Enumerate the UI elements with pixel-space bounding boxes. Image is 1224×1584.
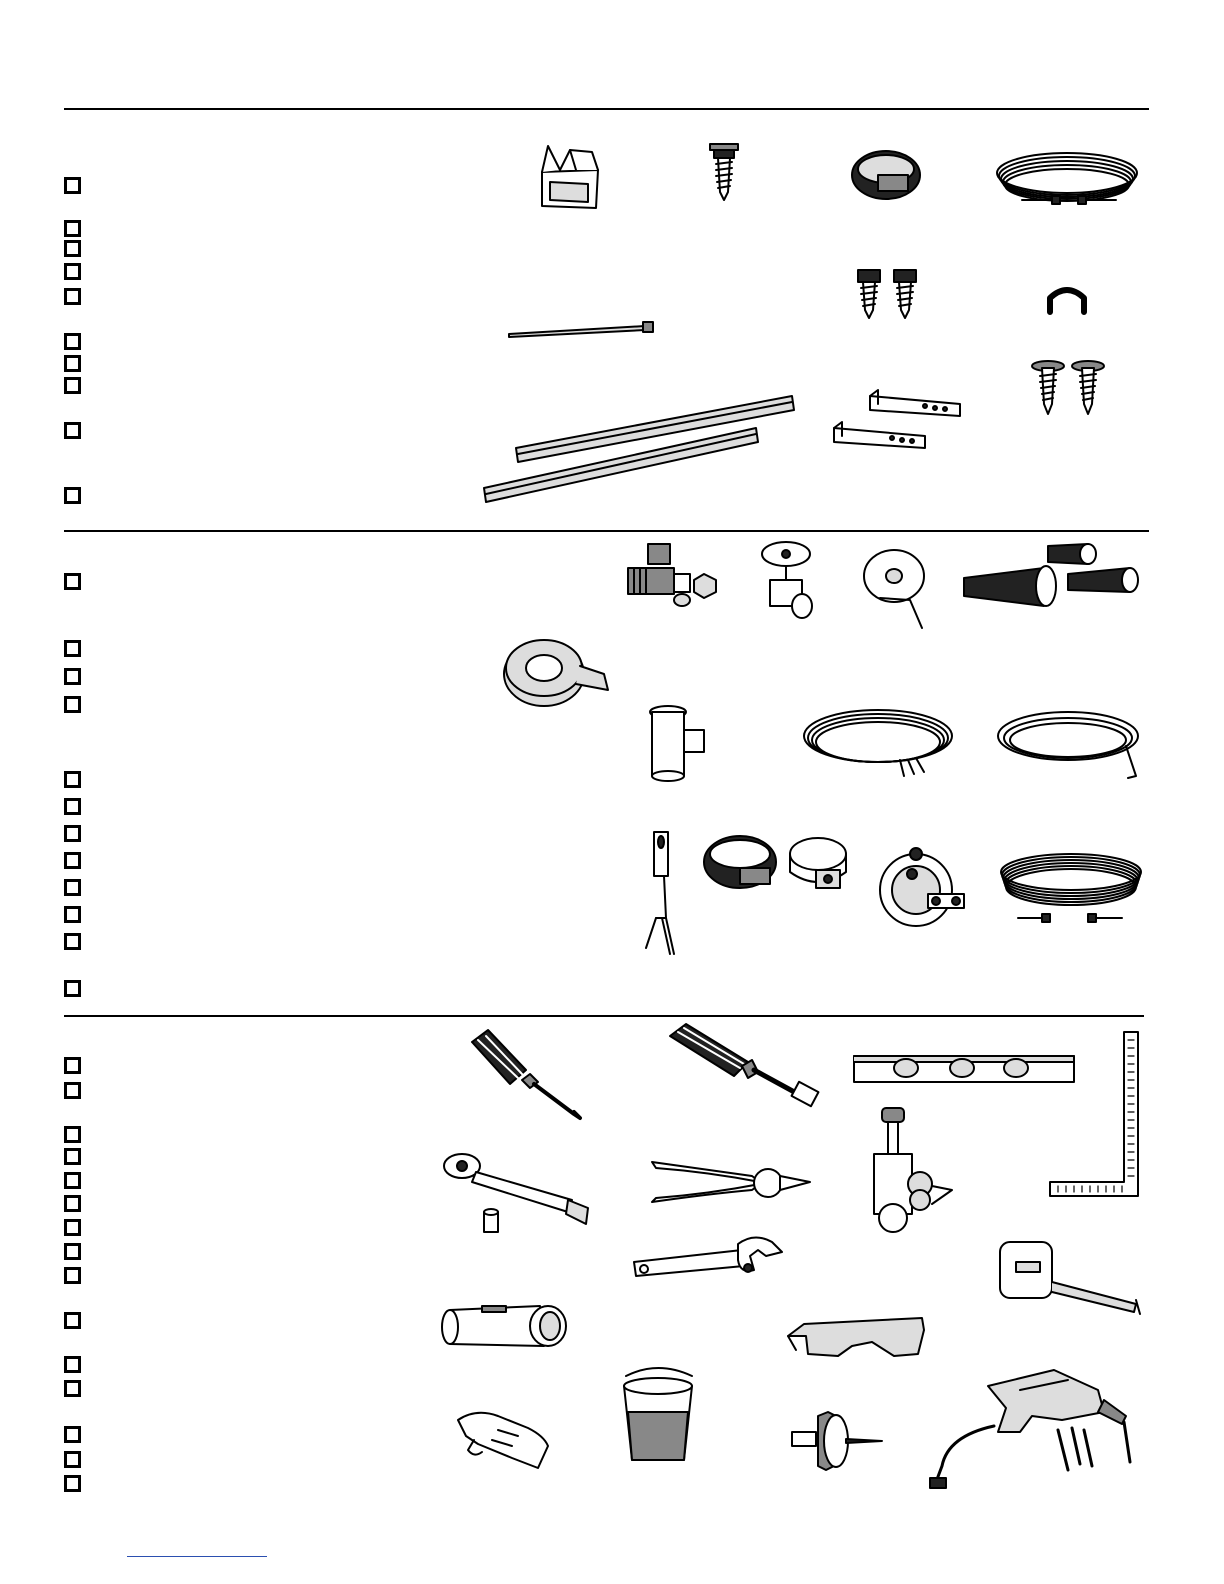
adjustable-wrench-icon xyxy=(630,1234,788,1284)
clip-icon xyxy=(1042,286,1092,316)
checkbox[interactable] xyxy=(64,1426,81,1443)
section-divider-2 xyxy=(64,1015,1144,1017)
ratchet-socket-icon xyxy=(438,1148,598,1238)
checkbox[interactable] xyxy=(64,1219,81,1236)
checkbox[interactable] xyxy=(64,1195,81,1212)
coiled-hose-icon xyxy=(992,148,1142,210)
checkbox[interactable] xyxy=(64,798,81,815)
bucket-icon xyxy=(618,1366,700,1466)
duct-tape-icon xyxy=(496,628,614,710)
water-valve-icon xyxy=(756,540,818,622)
checkbox[interactable] xyxy=(64,668,81,685)
checkbox[interactable] xyxy=(64,355,81,372)
cable-tie-icon xyxy=(505,318,655,340)
tubing-cutter-icon xyxy=(858,1104,958,1240)
wire-nuts-icon xyxy=(960,540,1140,612)
checkbox[interactable] xyxy=(64,933,81,950)
checkbox[interactable] xyxy=(64,1126,81,1143)
drill-icon xyxy=(928,1366,1138,1490)
safety-glasses-icon xyxy=(784,1316,928,1362)
screws-pair-icon xyxy=(852,268,924,320)
drain-adapter-icon xyxy=(636,828,688,958)
checkbox[interactable] xyxy=(64,1148,81,1165)
hole-saw-icon xyxy=(788,1408,888,1474)
checkbox[interactable] xyxy=(64,422,81,439)
checkbox[interactable] xyxy=(64,696,81,713)
tape-measure-icon xyxy=(996,1238,1146,1320)
checkbox[interactable] xyxy=(64,263,81,280)
checkbox[interactable] xyxy=(64,906,81,923)
checkbox[interactable] xyxy=(64,1172,81,1189)
checkbox[interactable] xyxy=(64,1380,81,1397)
checkbox[interactable] xyxy=(64,825,81,842)
checkbox[interactable] xyxy=(64,220,81,237)
shutoff-valve-fittings-icon xyxy=(620,540,720,608)
screw-icon xyxy=(706,140,742,202)
checkbox[interactable] xyxy=(64,771,81,788)
pipe-clamp-icon xyxy=(786,832,860,894)
tubing-coil-icon xyxy=(996,704,1146,780)
checkbox[interactable] xyxy=(64,1267,81,1284)
checkbox[interactable] xyxy=(64,1356,81,1373)
checkbox[interactable] xyxy=(64,1082,81,1099)
hose-clamp-2-icon xyxy=(700,832,780,894)
checkbox[interactable] xyxy=(64,640,81,657)
checkbox[interactable] xyxy=(64,852,81,869)
drain-hose-coil-icon xyxy=(998,848,1148,928)
drain-cup-icon xyxy=(530,142,605,212)
junction-box-icon xyxy=(876,844,968,932)
nut-driver-icon xyxy=(664,1022,824,1110)
hose-clamp-icon xyxy=(848,145,924,205)
footer-link-underline[interactable] xyxy=(127,1556,267,1557)
screws-pair-2-icon xyxy=(1028,360,1110,416)
checkbox[interactable] xyxy=(64,288,81,305)
phillips-screwdriver-icon xyxy=(462,1028,586,1122)
checkbox[interactable] xyxy=(64,1312,81,1329)
checkbox[interactable] xyxy=(64,333,81,350)
checkbox[interactable] xyxy=(64,573,81,590)
carpenter-square-icon xyxy=(1048,1030,1144,1200)
pliers-icon xyxy=(648,1152,814,1214)
checkbox[interactable] xyxy=(64,240,81,257)
checkbox[interactable] xyxy=(64,980,81,997)
mounting-brackets-icon xyxy=(830,388,965,450)
gloves-icon xyxy=(452,1406,558,1470)
checkbox[interactable] xyxy=(64,879,81,896)
checkbox[interactable] xyxy=(64,1475,81,1492)
checkbox[interactable] xyxy=(64,487,81,504)
checkbox[interactable] xyxy=(64,177,81,194)
section-divider-1 xyxy=(64,530,1149,532)
channel-strips-icon xyxy=(476,390,801,510)
checkbox[interactable] xyxy=(64,377,81,394)
top-rule xyxy=(64,108,1149,110)
teflon-tape-icon xyxy=(860,548,930,630)
power-cord-coil-icon xyxy=(800,700,960,782)
checkbox[interactable] xyxy=(64,1243,81,1260)
flashlight-icon xyxy=(436,1302,572,1350)
checkbox[interactable] xyxy=(64,1451,81,1468)
checkbox[interactable] xyxy=(64,1057,81,1074)
level-icon xyxy=(850,1050,1078,1086)
drain-tee-icon xyxy=(638,702,710,784)
